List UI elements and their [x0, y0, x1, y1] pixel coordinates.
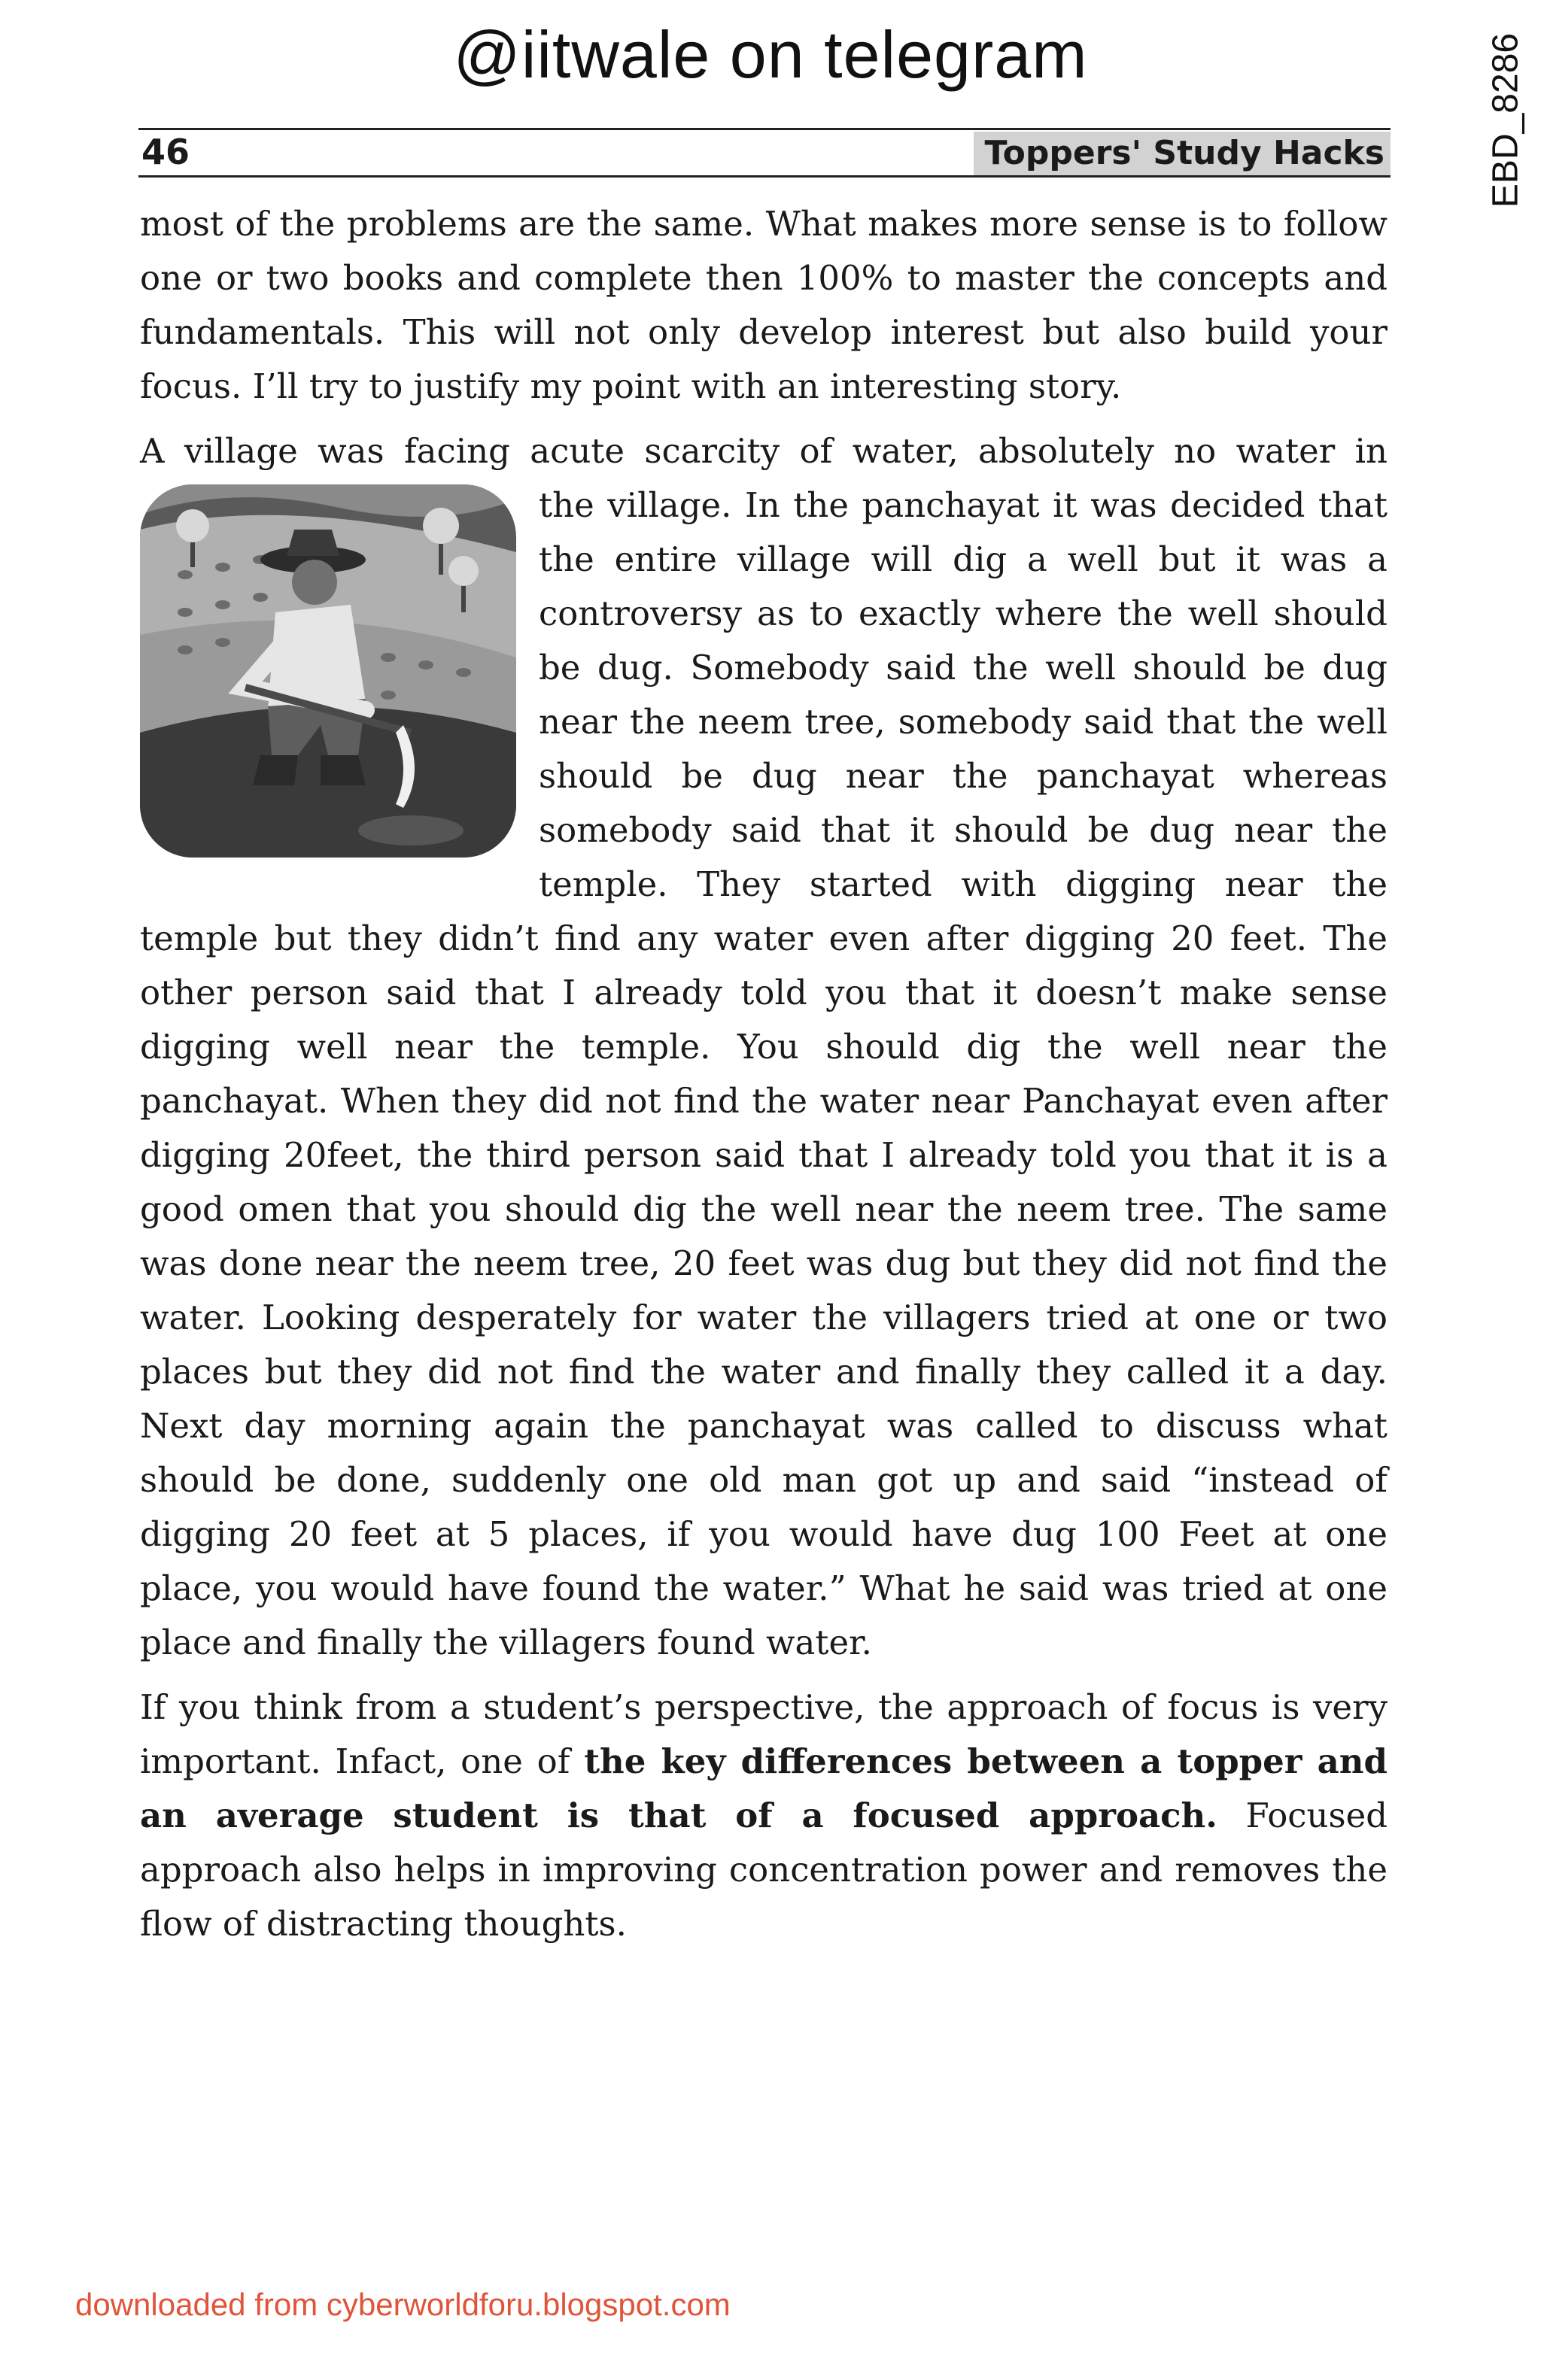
paragraph-conclusion: [140, 1680, 1388, 1951]
conclusion-text-end: Focused approach also helps in improving concentration power and removes the flow of distracting thoughts.: [140, 1796, 1388, 1944]
document-id-text: EBD_8286: [1485, 32, 1526, 208]
page-number: 46: [141, 132, 190, 172]
conclusion-emphasis: the key differences between a topper and an average student is that of a focused approach.: [140, 1741, 1388, 1835]
paragraph-story: the village. In the panchayat it was decided that the entire village will dig a well but it was a controversy as to exactly where the well should be dug. Somebody said the well should be dug near the neem tree, somebody said that the well should be dug near the panchayat whereas somebody said that it should be dug near the temple. They started with digging near the temple but they didn’t find any water even after digging 20 feet. The other person said that I already told you that it doesn’t make sense digging well near the temple. You should dig the well near the panchayat. When they did not find the water near Panchayat even after digging 20feet, the third person said that I already told you that it is a good omen that you should dig the well near the neem tree. The same was done near the neem tree, 20 feet was dug but they did not find the water. Looking desperately for water the villagers tried at one or two places but they did not find the water and finally they called it a day. Next day morning again the panchayat was called to discuss what should be done, suddenly one old man got up and said “instead of digging 20 feet at 5 places, if you would have dug 100 Feet at one place, you would have found the water.” What he said was tried at one place and finally the villagers found water.: [140, 485, 1388, 1662]
document-id-label: [1479, 30, 1532, 211]
download-source-link[interactable]: downloaded from cyberworldforu.blogspot.com: [75, 2287, 731, 2322]
paragraph-lead-line: A village was facing acute scarcity of water, absolutely no water in: [140, 431, 1388, 471]
watermark-banner: @iitwale on telegram: [453, 17, 1088, 92]
conclusion-text-start: If you think from a student’s perspective, the approach of focus is very important. Infact, one of: [140, 1687, 1388, 1781]
paragraph-intro: most of the problems are the same. What makes more sense is to follow one or two books and complete then 100% to master the concepts and fundamentals. This will not only develop interest but also build your focus. I’ll try to justify my point with an interesting story.: [140, 204, 1388, 406]
book-title: Toppers' Study Hacks: [974, 132, 1391, 175]
farmer-illustration-icon: [140, 484, 516, 858]
page-body: [140, 197, 1388, 1962]
page-header: [138, 128, 1391, 178]
